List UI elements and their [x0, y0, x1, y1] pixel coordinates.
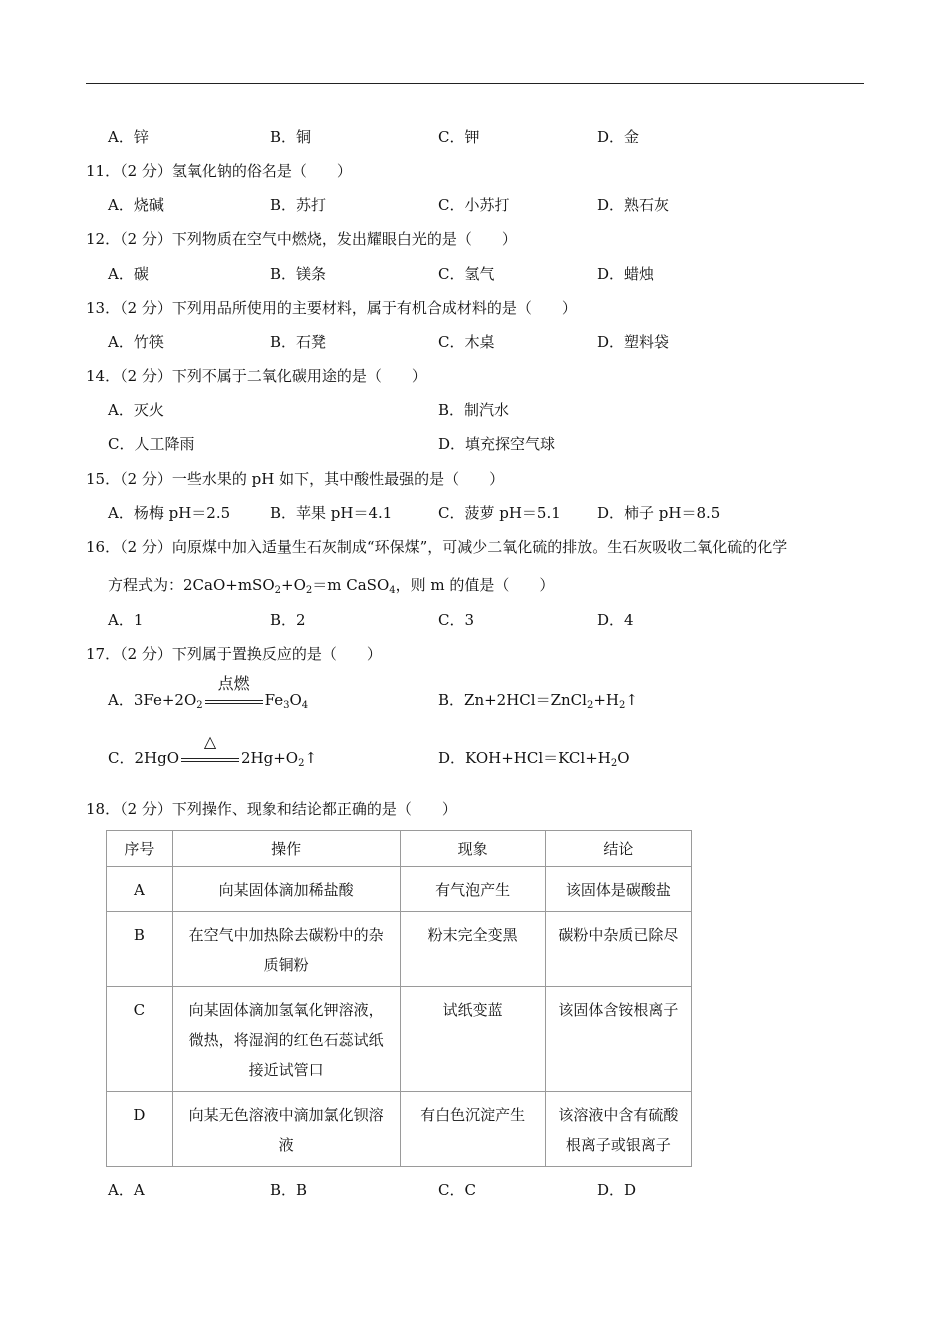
q12-option-c[interactable]: C．氢气: [438, 265, 495, 283]
q17-option-d[interactable]: [438, 748, 630, 774]
q14-option-a[interactable]: A．灭火: [108, 401, 164, 419]
q18-row-c-cc-line1: 该固体含铵根离子: [558, 1001, 679, 1019]
q17-a-sub1: 2: [196, 700, 203, 711]
q18-row-a-op-line1: 向某固体滴加稀盐酸: [218, 881, 354, 899]
q12-option-d[interactable]: D．蜡烛: [597, 265, 655, 283]
q16-option-b[interactable]: B．2: [270, 611, 306, 629]
q18-header-conclusion: 结论: [545, 831, 691, 867]
q12-stem: 12．（2 分）下列物质在空气中燃烧，发出耀眼白光的是（ ）: [86, 230, 517, 248]
q18-row-b-cc-line1: 碳粉中杂质已除尽: [558, 926, 679, 944]
q17-option-b[interactable]: [438, 690, 638, 716]
q18-row-c-id: C: [107, 987, 173, 1092]
q17-b-sub2: 2: [618, 700, 626, 711]
q18-row-d-op-line2: 液: [278, 1136, 294, 1154]
q15-options: [108, 503, 868, 523]
q17-option-c[interactable]: [108, 732, 318, 774]
q16-options: [108, 610, 868, 630]
table-row: [107, 1092, 692, 1167]
q17-b-mid: +H: [593, 691, 619, 709]
q18-row-d-id: D: [107, 1092, 173, 1167]
q13-option-a[interactable]: A．竹筷: [108, 333, 164, 351]
q17-c-condition-text: △: [203, 732, 217, 751]
q18-row-b-ph-line1: 粉末完全变黑: [427, 926, 518, 944]
q10-option-d[interactable]: D．金: [597, 128, 640, 146]
q11-option-b[interactable]: B．苏打: [270, 196, 327, 214]
q11-stem: 11．（2 分）氢氧化钠的俗名是（ ）: [86, 162, 352, 180]
q16-eq-sub2: 2: [305, 585, 313, 596]
q17-d-pre: D．KOH+HCl＝KCl+H: [438, 749, 611, 767]
table-row: [107, 912, 692, 987]
q14-stem: 14．（2 分）下列不属于二氧化碳用途的是（ ）: [86, 367, 427, 385]
q18-row-c-op-line1: 向某固体滴加氢氧化钾溶液，: [188, 1001, 384, 1019]
q18-option-b[interactable]: B．B: [270, 1181, 308, 1199]
q17-a-pre: A．3Fe+2O: [108, 691, 197, 709]
q18-row-d-cc-line1: 该溶液中含有硫酸: [558, 1106, 679, 1124]
q17-c-sub1: 2: [298, 758, 305, 769]
q12-option-a[interactable]: A．碳: [108, 265, 149, 283]
q17-b-arrow: ↑: [625, 691, 638, 709]
q18-row-c-ph: [400, 987, 545, 1092]
q17-a-condition-text: 点燃: [217, 674, 250, 693]
q18-table: [106, 830, 692, 1167]
q17-a-sub3: 4: [301, 700, 309, 711]
q11-option-d[interactable]: D．熟石灰: [597, 196, 670, 214]
q16-eq-prefix: 方程式为：2CaO+mSO: [108, 576, 275, 594]
q17-a-post: Fe: [264, 691, 284, 709]
q14-option-c[interactable]: C．人工降雨: [108, 435, 195, 453]
table-row: [107, 867, 692, 912]
q17-stem: 17．（2 分）下列属于置换反应的是（ ）: [86, 645, 382, 663]
q10-option-a[interactable]: A．锌: [108, 128, 149, 146]
q18-row-c-op: [172, 987, 400, 1092]
q14-option-d[interactable]: D．填充探空气球: [438, 435, 556, 453]
q17-c-pre: C．2HgO: [108, 749, 180, 767]
q15-option-d[interactable]: D．柿子 pH＝8.5: [597, 504, 721, 522]
q18-row-a-cc: [545, 867, 691, 912]
q14-option-b[interactable]: B．制汽水: [438, 401, 510, 419]
q16-eq-sub1: 2: [274, 585, 282, 596]
q18-option-a[interactable]: A．A: [108, 1181, 145, 1199]
q18-row-d-cc: [545, 1092, 691, 1167]
q16-option-d[interactable]: D．4: [597, 611, 634, 629]
q18-row-b-op: [172, 912, 400, 987]
q16-eq-mid: +O: [281, 576, 306, 594]
q18-row-b-op-line1: 在空气中加热除去碳粉中的杂: [188, 926, 384, 944]
q10-option-c[interactable]: C．钾: [438, 128, 480, 146]
q18-row-a-cc-line1: 该固体是碳酸盐: [565, 881, 671, 899]
q15-option-c[interactable]: C．菠萝 pH＝5.1: [438, 504, 561, 522]
q11-options: [108, 195, 868, 215]
q16-eq-suffix: ，则 m 的值是（ ）: [395, 576, 555, 594]
q10-option-b[interactable]: B．铜: [270, 128, 312, 146]
q16-option-a[interactable]: A．1: [108, 611, 144, 629]
q18-row-a-id: A: [107, 867, 173, 912]
table-row: [107, 987, 692, 1092]
q13-option-d[interactable]: D．塑料袋: [597, 333, 670, 351]
q18-row-a-ph-line1: 有气泡产生: [435, 881, 511, 899]
q17-a-mid: O: [289, 691, 302, 709]
q15-option-a[interactable]: A．杨梅 pH＝2.5: [108, 504, 231, 522]
q12-options: [108, 264, 868, 284]
q18-stem: 18．（2 分）下列操作、现象和结论都正确的是（ ）: [86, 800, 457, 818]
q18-row-a-op: [172, 867, 400, 912]
q12-option-b[interactable]: B．镁条: [270, 265, 327, 283]
q11-option-c[interactable]: C．小苏打: [438, 196, 510, 214]
q18-row-d-ph: [400, 1092, 545, 1167]
q17-option-a[interactable]: [108, 674, 309, 716]
q16-option-c[interactable]: C．3: [438, 611, 475, 629]
q17-d-sub1: 2: [610, 758, 618, 769]
q17-a-sub2: 3: [283, 700, 290, 711]
q16-stem: 16．（2 分）向原煤中加入适量生石灰制成“环保煤”，可减少二氧化硫的排放。生石灰吸收二氧化硫的化学: [86, 538, 788, 556]
q18-options: [108, 1180, 868, 1200]
q18-header-phenomenon: 现象: [400, 831, 545, 867]
q17-c-post: 2Hg+O: [241, 749, 299, 767]
q16-equation: [108, 575, 554, 601]
q17-a-condition: [203, 674, 265, 711]
q18-header-row: [107, 831, 692, 867]
q17-b-sub1: 2: [586, 700, 594, 711]
q18-row-a-ph: [400, 867, 545, 912]
header-rule: [86, 83, 864, 84]
q16-eq-sub3: 4: [389, 585, 396, 596]
q16-eq-mid2: ＝m CaSO: [312, 576, 390, 594]
q15-option-b[interactable]: B．苹果 pH＝4.1: [270, 504, 393, 522]
q18-row-d-cc-line2: 根离子或银离子: [565, 1136, 671, 1154]
q13-option-c[interactable]: C．木桌: [438, 333, 495, 351]
q14-options-row1: [108, 400, 868, 420]
q18-row-b-ph: [400, 912, 545, 987]
q18-row-b-cc: [545, 912, 691, 987]
q18-row-b-id: B: [107, 912, 173, 987]
q18-row-d-op-line1: 向某无色溶液中滴加氯化钡溶: [188, 1106, 384, 1124]
q17-b-pre: B．Zn+2HCl＝ZnCl: [438, 691, 587, 709]
q18-row-c-op-line3: 接近试管口: [248, 1061, 324, 1079]
q18-header-op: 操作: [172, 831, 400, 867]
q14-options-row2: [108, 434, 868, 454]
q13-stem: 13．（2 分）下列用品所使用的主要材料，属于有机合成材料的是（ ）: [86, 299, 577, 317]
q18-row-c-cc: [545, 987, 691, 1092]
q15-stem: 15．（2 分）一些水果的 pH 如下，其中酸性最强的是（ ）: [86, 470, 505, 488]
q13-options: [108, 332, 868, 352]
q17-d-post: O: [617, 749, 630, 767]
q18-row-c-op-line2: 微热，将湿润的红色石蕊试纸: [188, 1031, 384, 1049]
q17-c-condition: [179, 732, 241, 769]
q18-row-b-op-line2: 质铜粉: [263, 956, 309, 974]
q10-options: [108, 127, 868, 147]
q18-option-c[interactable]: C．C: [438, 1181, 476, 1199]
q18-row-d-ph-line1: 有白色沉淀产生: [420, 1106, 526, 1124]
q18-row-d-op: [172, 1092, 400, 1167]
q17-c-arrow: ↑: [304, 749, 318, 767]
q18-row-c-ph-line1: 试纸变蓝: [442, 1001, 503, 1019]
q18-header-id: 序号: [107, 831, 173, 867]
q13-option-b[interactable]: B．石凳: [270, 333, 327, 351]
q11-option-a[interactable]: A．烧碱: [108, 196, 164, 214]
q18-option-d[interactable]: D．D: [597, 1181, 637, 1199]
